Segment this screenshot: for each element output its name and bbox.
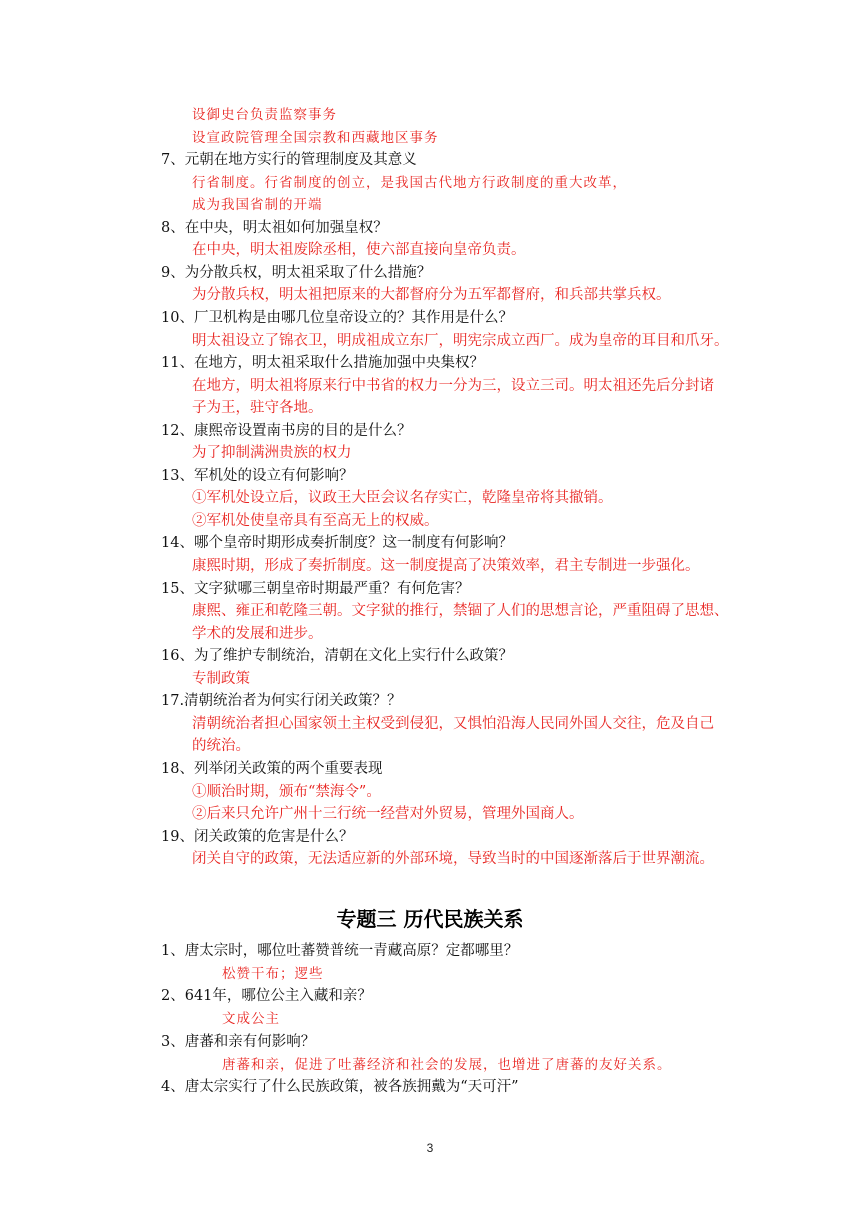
answer-line: 的统治。 xyxy=(192,738,250,755)
answer-line: 学术的发展和进步。 xyxy=(192,625,323,642)
answer-line: ①军机处设立后，议政王大臣会议名存实亡，乾隆皇帝将其撤销。 xyxy=(192,490,613,507)
answer-line: 专制政策 xyxy=(192,670,250,687)
page-number: 3 xyxy=(426,1141,434,1155)
answer-line: 为分散兵权，明太祖把原来的大都督府分为五军都督府，和兵部共掌兵权。 xyxy=(192,287,671,304)
question-line: 17.清朝统治者为何实行闭关政策？？ xyxy=(161,693,402,710)
question-line: 16、为了维护专制统治，清朝在文化上实行什么政策？ xyxy=(161,648,513,665)
answer-line: 设御史台负责监察事务 xyxy=(192,107,337,123)
question-line: 13、军机处的设立有何影响？ xyxy=(161,467,354,484)
answer-line: 子为王，驻守各地。 xyxy=(192,400,323,417)
question-line: 12、康熙帝设置南书房的目的是什么？ xyxy=(161,422,412,439)
question-line: 15、文字狱哪三朝皇帝时期最严重？有何危害？ xyxy=(161,580,470,597)
answer-line: 成为我国省制的开端 xyxy=(192,197,323,214)
answer-line: 松赞干布；逻些 xyxy=(222,965,324,982)
answer-line: ②军机处使皇帝具有至高无上的权威。 xyxy=(192,512,439,529)
answer-line: 文成公主 xyxy=(222,1011,280,1028)
answer-line: 明太祖设立了锦衣卫，明成祖成立东厂，明宪宗成立西厂。成为皇帝的耳目和爪牙。 xyxy=(192,332,729,349)
question-line: 19、闭关政策的危害是什么？ xyxy=(161,828,354,845)
question-line: 2、641年，哪位公主入藏和亲？ xyxy=(161,988,372,1005)
question-line: 1、唐太宗时，哪位吐蕃赞普统一青藏高原？定都哪里？ xyxy=(161,943,519,959)
answer-line: 康熙时期，形成了奏折制度。这一制度提高了决策效率，君主专制进一步强化。 xyxy=(192,558,700,574)
answer-line: 为了抑制满洲贵族的权力 xyxy=(192,445,352,462)
question-line: 4、唐太宗实行了什么民族政策，被各族拥戴为“天可汗” xyxy=(161,1079,519,1096)
answer-line: 康熙、雍正和乾隆三朝。文字狱的推行，禁锢了人们的思想言论，严重阻碍了思想、 xyxy=(192,603,729,620)
answer-line: 设宣政院管理全国宗教和西藏地区事务 xyxy=(192,129,439,146)
answer-line: ②后来只允许广州十三行统一经营对外贸易，管理外国商人。 xyxy=(192,806,584,823)
question-line: 10、厂卫机构是由哪几位皇帝设立的？其作用是什么？ xyxy=(161,309,513,326)
answer-line: 清朝统治者担心国家领土主权受到侵犯，又惧怕沿海人民同外国人交往，危及自己 xyxy=(192,715,714,732)
section-title: 专题三 历代民族关系 xyxy=(336,907,524,931)
answer-line: ①顺治时期，颁布“禁海令”。 xyxy=(192,783,381,800)
answer-line: 行省制度。行省制度的创立，是我国古代地方行政制度的重大改革， xyxy=(192,174,627,191)
question-line: 11、在地方，明太祖采取什么措施加强中央集权？ xyxy=(161,355,484,372)
question-line: 18、列举闭关政策的两个重要表现 xyxy=(161,760,383,777)
question-line: 8、在中央，明太祖如何加强皇权？ xyxy=(161,219,388,236)
answer-line: 在中央，明太祖废除丞相，使六部直接向皇帝负责。 xyxy=(192,242,526,259)
question-line: 14、哪个皇帝时期形成奏折制度？这一制度有何影响？ xyxy=(161,535,513,552)
answer-line: 在地方，明太祖将原来行中书省的权力一分为三，设立三司。明太祖还先后分封诸 xyxy=(192,377,714,394)
answer-line: 闭关自守的政策，无法适应新的外部环境，导致当时的中国逐渐落后于世界潮流。 xyxy=(192,851,714,868)
question-line: 9、为分散兵权，明太祖采取了什么措施？ xyxy=(161,264,432,281)
question-line: 7、元朝在地方实行的管理制度及其意义 xyxy=(161,152,417,169)
question-line: 3、唐蕃和亲有何影响？ xyxy=(161,1033,316,1050)
answer-line: 唐蕃和亲，促进了吐蕃经济和社会的发展，也增进了唐蕃的友好关系。 xyxy=(222,1056,672,1073)
